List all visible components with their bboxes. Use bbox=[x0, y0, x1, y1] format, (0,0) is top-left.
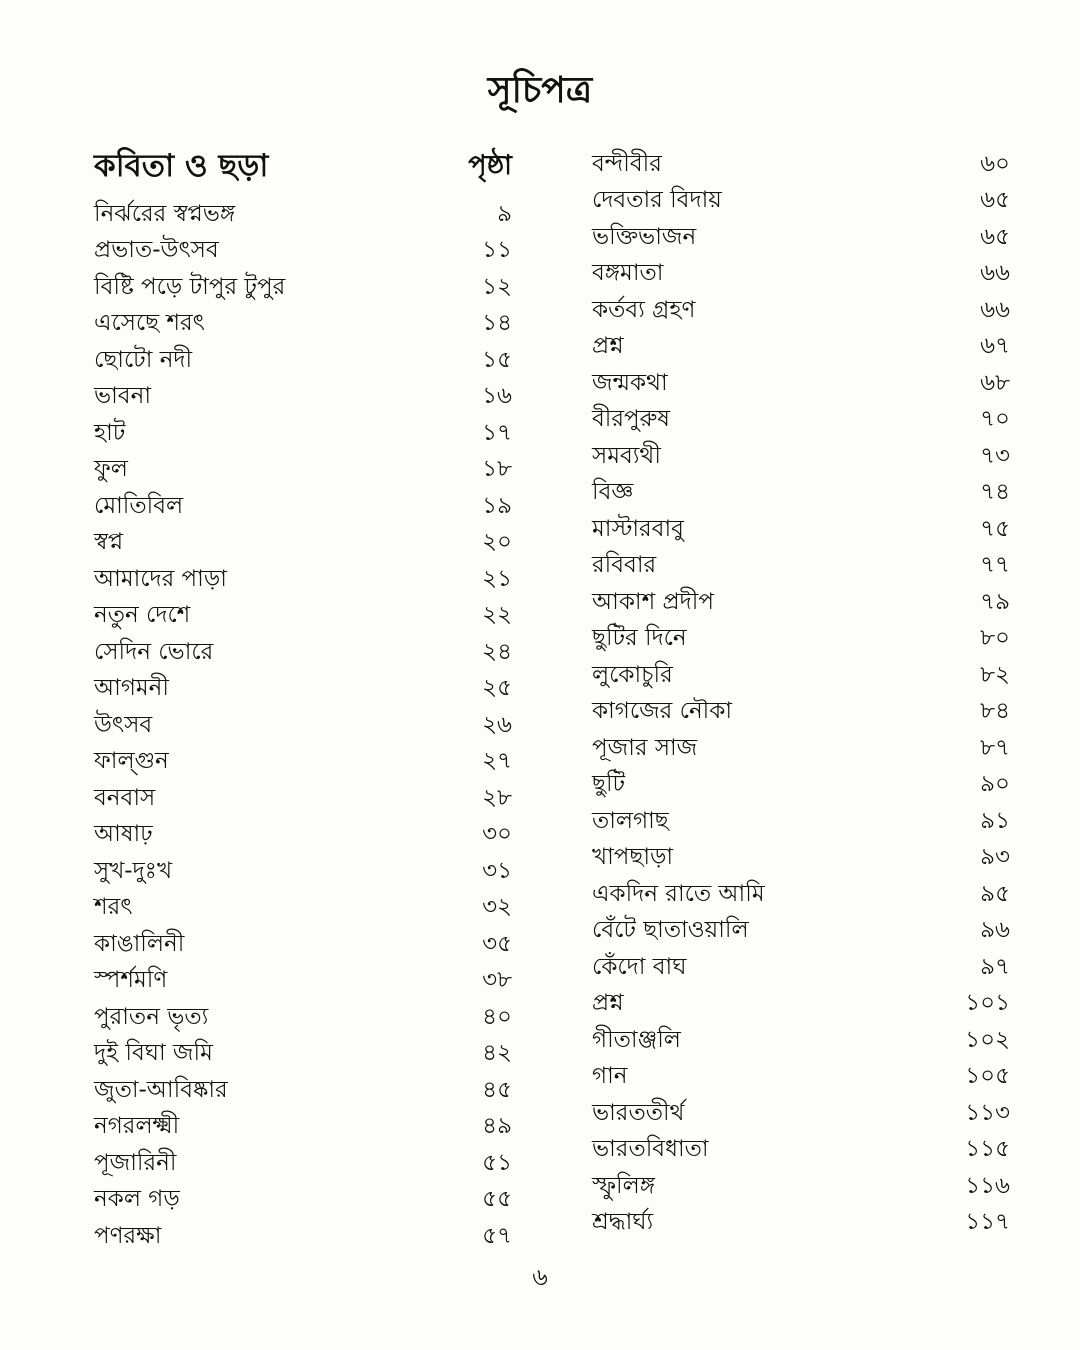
entry-title: সমব্যথী bbox=[592, 442, 661, 469]
entry-title: জুতা-আবিষ্কার bbox=[94, 1076, 228, 1103]
entry-page: ৪০ bbox=[482, 1003, 512, 1030]
entry-page: ৭৫ bbox=[980, 515, 1010, 542]
entry-title: বন্দীবীর bbox=[592, 150, 662, 177]
entry-page: ২১ bbox=[482, 565, 512, 592]
toc-entry bbox=[592, 329, 1010, 366]
toc-entry bbox=[94, 817, 512, 854]
entry-title: পণরক্ষা bbox=[94, 1222, 162, 1249]
toc-entry bbox=[592, 876, 1010, 913]
entry-page: ৩২ bbox=[482, 894, 512, 921]
entry-page: ৭০ bbox=[980, 406, 1010, 433]
toc-entry bbox=[592, 803, 1010, 840]
toc-entry bbox=[94, 1182, 512, 1219]
entry-title: পুরাতন ভৃত্য bbox=[94, 1003, 209, 1030]
entry-title: কেঁদো বাঘ bbox=[592, 953, 687, 980]
entry-page: ১১ bbox=[482, 237, 512, 264]
entry-page: ৩০ bbox=[482, 821, 512, 848]
entry-title: গান bbox=[592, 1063, 628, 1090]
toc-entry bbox=[94, 926, 512, 963]
entry-title: সুখ-দুঃখ bbox=[94, 857, 173, 884]
entry-page: ৪৫ bbox=[482, 1076, 512, 1103]
toc-entry bbox=[592, 1168, 1010, 1205]
entry-title: একদিন রাতে আমি bbox=[592, 880, 765, 907]
entry-page: ২২ bbox=[482, 602, 512, 629]
entry-title: মোতিবিল bbox=[94, 492, 184, 519]
toc-entry bbox=[592, 256, 1010, 293]
entry-title: পূজারিনী bbox=[94, 1149, 177, 1176]
entry-page: ১৪ bbox=[482, 310, 512, 337]
entry-title: ফাল্গুন bbox=[94, 748, 169, 775]
entry-title: লুকোচুরি bbox=[592, 661, 673, 688]
entry-title: ভক্তিভাজন bbox=[592, 223, 697, 250]
entry-page: ৩৮ bbox=[482, 967, 512, 994]
entry-page: ১৫ bbox=[482, 346, 512, 373]
entry-title: কাগজের নৌকা bbox=[592, 698, 733, 725]
entry-page: ১০১ bbox=[965, 990, 1010, 1017]
page-column-label: পৃষ্ঠা bbox=[468, 150, 512, 181]
entry-page: ৯১ bbox=[980, 807, 1010, 834]
entry-page: ৬০ bbox=[980, 150, 1010, 177]
entry-page: ১১৩ bbox=[965, 1099, 1010, 1126]
page-number: ৬ bbox=[532, 1263, 548, 1291]
entry-page: ৫৭ bbox=[482, 1222, 512, 1249]
entry-page: ২৮ bbox=[482, 784, 512, 811]
toc-entry bbox=[592, 1132, 1010, 1169]
entry-page: ৬৬ bbox=[980, 260, 1010, 287]
toc-entry bbox=[94, 342, 512, 379]
entry-title: শ্রদ্ধার্ঘ্য bbox=[592, 1209, 654, 1236]
entry-title: দেবতার বিদায় bbox=[592, 187, 722, 214]
toc-entry bbox=[94, 1109, 512, 1146]
toc-entry bbox=[94, 707, 512, 744]
toc-entry bbox=[592, 949, 1010, 986]
entry-title: এসেছে শরৎ bbox=[94, 310, 205, 337]
toc-entry bbox=[94, 890, 512, 927]
entry-title: প্রভাত-উৎসব bbox=[94, 237, 219, 264]
toc-entry bbox=[94, 780, 512, 817]
entry-title: প্রশ্ন bbox=[592, 990, 624, 1017]
entry-title: বঙ্গমাতা bbox=[592, 260, 664, 287]
entry-title: নকল গড় bbox=[94, 1186, 180, 1213]
entry-title: নগরলক্ষ্মী bbox=[94, 1113, 180, 1140]
entry-page: ৩৫ bbox=[482, 930, 512, 957]
entry-title: স্পর্শমণি bbox=[94, 967, 168, 994]
entry-page: ৩১ bbox=[482, 857, 512, 884]
entry-page: ১১৭ bbox=[965, 1209, 1010, 1236]
entry-title: রবিবার bbox=[592, 552, 657, 579]
toc-entry bbox=[592, 438, 1010, 475]
toc-entry bbox=[592, 511, 1010, 548]
entry-title: কাঙালিনী bbox=[94, 930, 185, 957]
entry-page: ৫১ bbox=[482, 1149, 512, 1176]
entry-title: মাস্টারবাবু bbox=[592, 515, 684, 542]
toc-entry bbox=[94, 598, 512, 635]
entry-page: ১৯ bbox=[482, 492, 512, 519]
entry-title: ছোটো নদী bbox=[94, 346, 193, 373]
entry-title: পূজার সাজ bbox=[592, 734, 698, 761]
entry-page: ১০২ bbox=[965, 1026, 1010, 1053]
entry-title: ফুল bbox=[94, 456, 128, 483]
entry-page: ৯৬ bbox=[980, 917, 1010, 944]
toc-entry bbox=[94, 306, 512, 343]
entry-page: ৬৬ bbox=[980, 296, 1010, 323]
toc-list-left bbox=[94, 196, 512, 1255]
toc-entry bbox=[94, 1145, 512, 1182]
entry-title: ভাবনা bbox=[94, 383, 152, 410]
toc-entry bbox=[94, 744, 512, 781]
entry-title: হাট bbox=[94, 419, 126, 446]
entry-page: ১৬ bbox=[482, 383, 512, 410]
entry-page: ৬৫ bbox=[980, 223, 1010, 250]
toc-entry bbox=[94, 671, 512, 708]
toc-entry bbox=[94, 233, 512, 270]
toc-entry bbox=[592, 584, 1010, 621]
toc-entry bbox=[592, 986, 1010, 1023]
toc-entry bbox=[94, 269, 512, 306]
entry-page: ৯৫ bbox=[980, 880, 1010, 907]
entry-page: ৯০ bbox=[980, 771, 1010, 798]
toc-entry bbox=[94, 488, 512, 525]
entry-title: জন্মকথা bbox=[592, 369, 668, 396]
toc-entry bbox=[592, 694, 1010, 731]
entry-title: ভারতবিধাতা bbox=[592, 1136, 709, 1163]
entry-title: স্বপ্ন bbox=[94, 529, 124, 556]
entry-page: ৬৭ bbox=[980, 333, 1010, 360]
entry-page: ৬৫ bbox=[980, 187, 1010, 214]
entry-page: ৮২ bbox=[980, 661, 1010, 688]
entry-page: ৮৪ bbox=[980, 698, 1010, 725]
entry-page: ১১৫ bbox=[965, 1136, 1010, 1163]
entry-page: ২০ bbox=[482, 529, 512, 556]
entry-page: ২৭ bbox=[482, 748, 512, 775]
entry-title: প্রশ্ন bbox=[592, 333, 624, 360]
entry-title: ছুটি bbox=[592, 771, 626, 798]
entry-page: ৭৭ bbox=[980, 552, 1010, 579]
entry-title: সেদিন ভোরে bbox=[94, 638, 214, 665]
entry-title: বিজ্ঞ bbox=[592, 479, 634, 506]
entry-title: দুই বিঘা জমি bbox=[94, 1040, 213, 1067]
entry-page: ৯৩ bbox=[980, 844, 1010, 871]
entry-page: ৯ bbox=[497, 200, 512, 227]
toc-entry bbox=[592, 548, 1010, 585]
entry-title: আষাঢ় bbox=[94, 821, 153, 848]
entry-page: ২৫ bbox=[482, 675, 512, 702]
toc-entry bbox=[592, 1059, 1010, 1096]
entry-title: বিষ্টি পড়ে টাপুর টুপুর bbox=[94, 273, 286, 300]
entry-title: নতুন দেশে bbox=[94, 602, 191, 629]
entry-title: স্ফুলিঙ্গ bbox=[592, 1172, 655, 1199]
toc-entry bbox=[592, 840, 1010, 877]
entry-title: বনবাস bbox=[94, 784, 156, 811]
entry-page: ১১৬ bbox=[965, 1172, 1010, 1199]
section-heading: কবিতা ও ছড়া bbox=[94, 148, 269, 184]
entry-page: ১২ bbox=[482, 273, 512, 300]
toc-entry bbox=[94, 379, 512, 416]
toc-entry bbox=[592, 1095, 1010, 1132]
toc-entry bbox=[592, 146, 1010, 183]
entry-page: ৭৩ bbox=[980, 442, 1010, 469]
toc-entry bbox=[94, 853, 512, 890]
entry-page: ৭৪ bbox=[980, 479, 1010, 506]
entry-page: ২৪ bbox=[482, 638, 512, 665]
page-title: সূচিপত্র bbox=[487, 70, 593, 111]
entry-page: ৯৭ bbox=[980, 953, 1010, 980]
entry-title: শরৎ bbox=[94, 894, 133, 921]
toc-entry bbox=[94, 415, 512, 452]
toc-entry bbox=[94, 452, 512, 489]
entry-page: ৬৮ bbox=[980, 369, 1010, 396]
toc-entry bbox=[94, 634, 512, 671]
toc-list-right bbox=[592, 146, 1010, 1241]
toc-entry bbox=[94, 561, 512, 598]
entry-page: ৭৯ bbox=[980, 588, 1010, 615]
entry-title: তালগাছ bbox=[592, 807, 669, 834]
entry-page: ৪৯ bbox=[482, 1113, 512, 1140]
entry-title: আগমনী bbox=[94, 675, 169, 702]
entry-page: ১৮ bbox=[482, 456, 512, 483]
toc-entry bbox=[94, 1218, 512, 1255]
toc-entry bbox=[592, 1022, 1010, 1059]
toc-entry bbox=[592, 767, 1010, 804]
entry-page: ৪২ bbox=[482, 1040, 512, 1067]
entry-title: গীতাঞ্জলি bbox=[592, 1026, 681, 1053]
entry-title: ভারততীর্থ bbox=[592, 1099, 685, 1126]
entry-page: ২৬ bbox=[482, 711, 512, 738]
entry-page: ১৭ bbox=[482, 419, 512, 446]
entry-title: আমাদের পাড়া bbox=[94, 565, 227, 592]
toc-entry bbox=[592, 219, 1010, 256]
entry-page: ১০৫ bbox=[965, 1063, 1010, 1090]
entry-title: বেঁটে ছাতাওয়ালি bbox=[592, 917, 749, 944]
toc-entry bbox=[592, 292, 1010, 329]
entry-title: খাপছাড়া bbox=[592, 844, 674, 871]
entry-title: বীরপুরুষ bbox=[592, 406, 670, 433]
toc-entry bbox=[592, 183, 1010, 220]
toc-entry bbox=[592, 913, 1010, 950]
toc-entry bbox=[94, 963, 512, 1000]
entry-title: নির্ঝরের স্বপ্নভঙ্গ bbox=[94, 200, 236, 227]
toc-entry bbox=[94, 1072, 512, 1109]
entry-title: কর্তব্য গ্রহণ bbox=[592, 296, 696, 323]
toc-entry bbox=[94, 1036, 512, 1073]
toc-entry bbox=[592, 730, 1010, 767]
entry-page: ৮০ bbox=[980, 625, 1010, 652]
toc-entry bbox=[94, 196, 512, 233]
entry-title: আকাশ প্রদীপ bbox=[592, 588, 714, 615]
toc-entry bbox=[592, 402, 1010, 439]
entry-page: ৫৫ bbox=[482, 1186, 512, 1213]
entry-title: ছুটির দিনে bbox=[592, 625, 687, 652]
toc-entry bbox=[592, 475, 1010, 512]
toc-entry bbox=[592, 621, 1010, 658]
toc-entry bbox=[94, 999, 512, 1036]
toc-entry bbox=[94, 525, 512, 562]
entry-page: ৮৭ bbox=[980, 734, 1010, 761]
toc-entry bbox=[592, 1205, 1010, 1242]
entry-title: উৎসব bbox=[94, 711, 153, 738]
toc-entry bbox=[592, 365, 1010, 402]
toc-entry bbox=[592, 657, 1010, 694]
